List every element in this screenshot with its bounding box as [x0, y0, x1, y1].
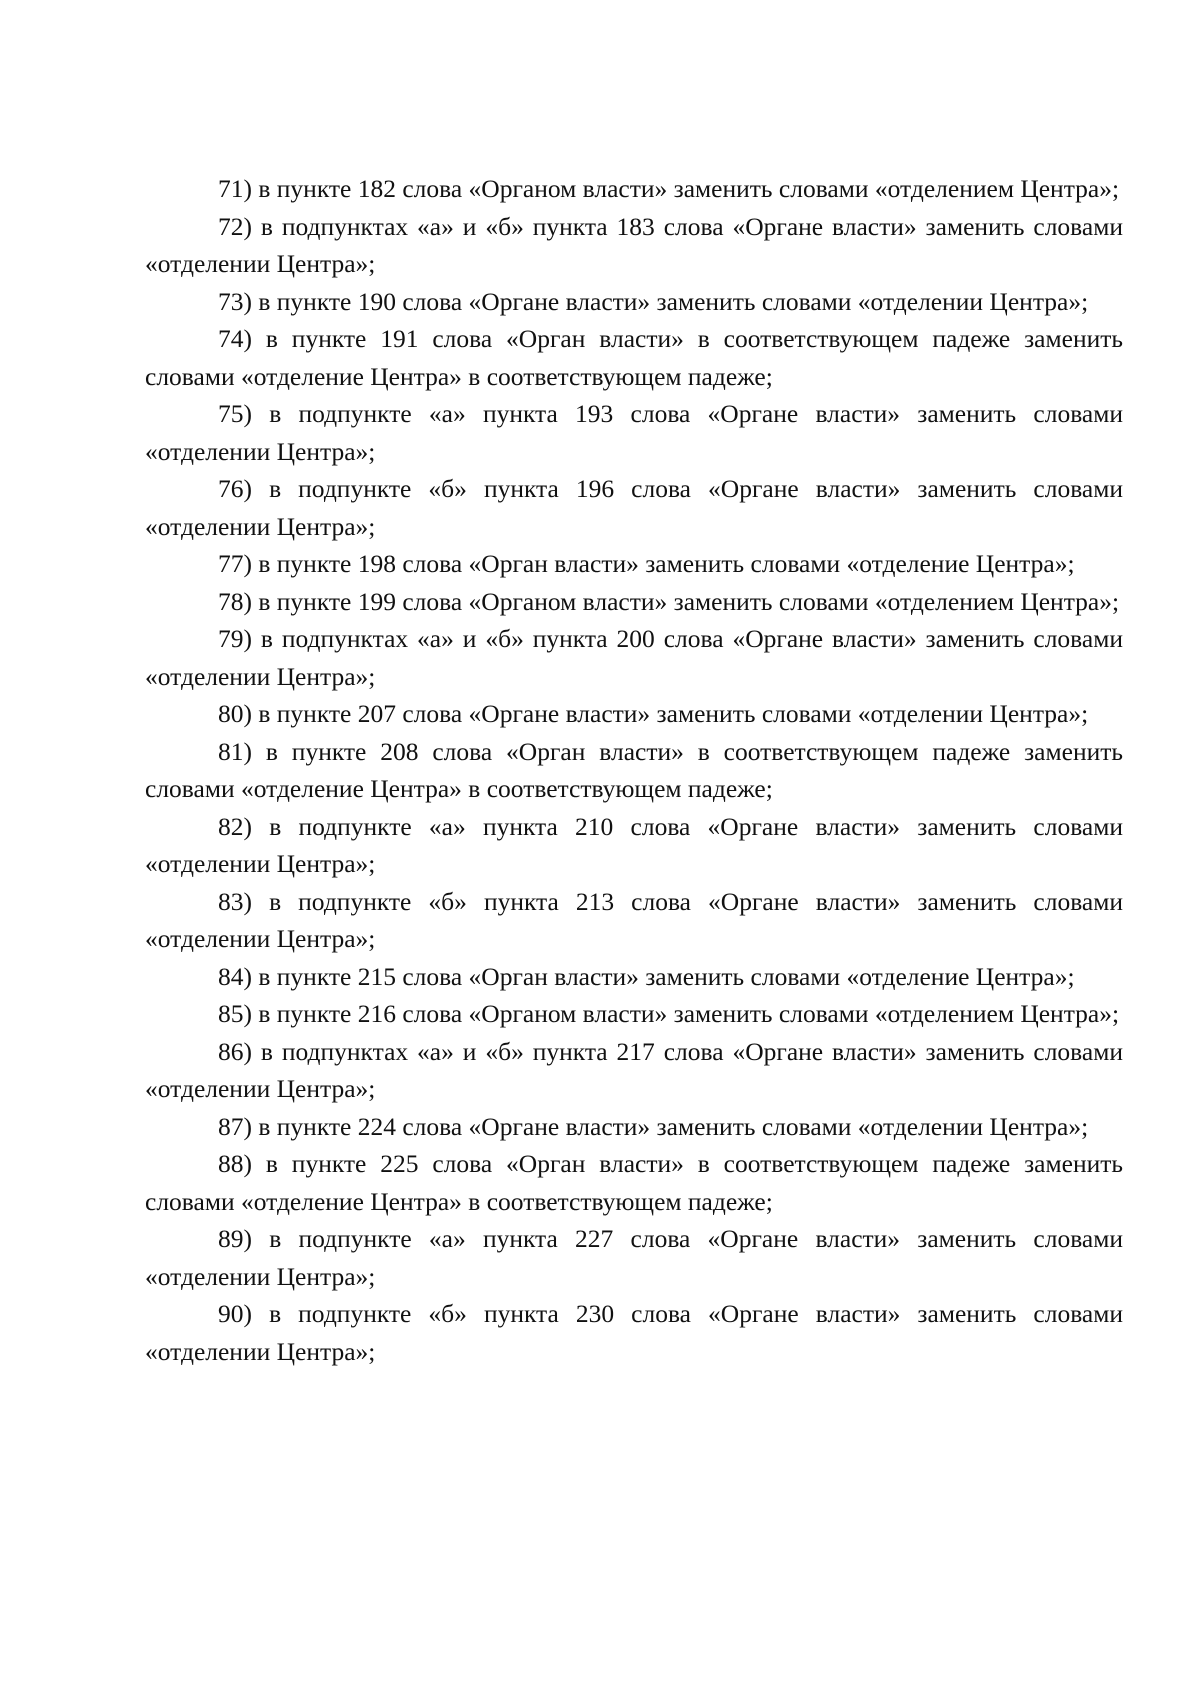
item-number: 75)	[218, 399, 252, 428]
list-item	[145, 733, 1123, 808]
item-text: в пункте 198 слова «Орган власти» заменить словами «отделение Центра»;	[258, 549, 1075, 578]
list-item	[145, 208, 1123, 283]
item-text: в подпункте «б» пункта 213 слова «Органе власти» заменить словами «отделении Центра»;	[145, 886, 1123, 953]
item-text: в подпунктах «а» и «б» пункта 200 слова «Органе власти» заменить словами «отделении Центра»;	[145, 624, 1123, 691]
list-item	[145, 995, 1123, 1033]
item-number: 71)	[218, 174, 252, 203]
item-number: 84)	[218, 961, 252, 991]
list-item	[145, 470, 1123, 545]
item-number: 76)	[218, 474, 252, 503]
item-text: в пункте 182 слова «Органом власти» заменить словами «отделением Центра»;	[258, 174, 1120, 203]
item-text: в пункте 207 слова «Органе власти» заменить словами «отделении Центра»;	[258, 699, 1089, 728]
list-item	[145, 695, 1123, 733]
item-number: 87)	[218, 1111, 252, 1141]
list-item	[145, 1033, 1123, 1108]
list-item	[145, 1295, 1123, 1370]
item-number: 73)	[218, 286, 252, 316]
item-number: 83)	[218, 886, 252, 916]
item-text: в подпункте «а» пункта 210 слова «Органе власти» заменить словами «отделении Центра»;	[145, 811, 1124, 878]
item-text: в подпункте «а» пункта 227 слова «Органе власти» заменить словами «отделении Центра»;	[145, 1224, 1124, 1291]
item-number: 74)	[218, 324, 252, 353]
item-number: 85)	[218, 999, 252, 1028]
list-item	[145, 283, 1123, 321]
item-text: в пункте 224 слова «Органе власти» заменить словами «отделении Центра»;	[258, 1111, 1089, 1141]
list-item	[145, 545, 1123, 583]
item-text: в пункте 191 слова «Орган власти» в соответствующем падеже заменить словами «отделение Центра» в соответствующем падеже;	[145, 324, 1124, 391]
item-text: в подпунктах «а» и «б» пункта 183 слова «Органе власти» заменить словами «отделении Центра»;	[145, 211, 1123, 278]
item-number: 80)	[218, 699, 252, 728]
list-item	[145, 1145, 1123, 1220]
list-item	[145, 583, 1123, 621]
item-text: в пункте 190 слова «Органе власти» заменить словами «отделении Центра»;	[258, 286, 1089, 316]
item-number: 78)	[218, 586, 252, 616]
item-text: в подпункте «б» пункта 230 слова «Органе власти» заменить словами «отделении Центра»;	[145, 1299, 1123, 1366]
item-text: в подпункте «а» пункта 193 слова «Органе власти» заменить словами «отделении Центра»;	[145, 399, 1124, 466]
item-text: в пункте 208 слова «Орган власти» в соответствующем падеже заменить словами «отделение Центра» в соответствующем падеже;	[145, 736, 1124, 803]
item-number: 88)	[218, 1149, 252, 1178]
item-text: в пункте 216 слова «Органом власти» заменить словами «отделением Центра»;	[258, 999, 1120, 1028]
list-item	[145, 395, 1123, 470]
list-item	[145, 170, 1123, 208]
list-item	[145, 883, 1123, 958]
list-item	[145, 958, 1123, 996]
item-number: 79)	[218, 624, 252, 653]
item-number: 86)	[218, 1036, 252, 1066]
item-text: в пункте 199 слова «Органом власти» заменить словами «отделением Центра»;	[258, 586, 1120, 616]
item-text: в подпунктах «а» и «б» пункта 217 слова «Органе власти» заменить словами «отделении Центра»;	[145, 1036, 1123, 1103]
item-number: 77)	[218, 549, 252, 578]
item-number: 81)	[218, 736, 252, 766]
item-text: в пункте 215 слова «Орган власти» заменить словами «отделение Центра»;	[258, 961, 1075, 991]
list-item	[145, 620, 1123, 695]
item-number: 72)	[218, 211, 252, 241]
list-item	[145, 320, 1123, 395]
document-page	[145, 170, 1123, 1370]
list-item	[145, 1220, 1123, 1295]
item-text: в подпункте «б» пункта 196 слова «Органе власти» заменить словами «отделении Центра»;	[145, 474, 1123, 541]
item-number: 90)	[218, 1299, 252, 1328]
list-item	[145, 1108, 1123, 1146]
list-item	[145, 808, 1123, 883]
item-number: 82)	[218, 811, 252, 841]
item-text: в пункте 225 слова «Орган власти» в соответствующем падеже заменить словами «отделение Центра» в соответствующем падеже;	[145, 1149, 1124, 1216]
item-number: 89)	[218, 1224, 252, 1253]
